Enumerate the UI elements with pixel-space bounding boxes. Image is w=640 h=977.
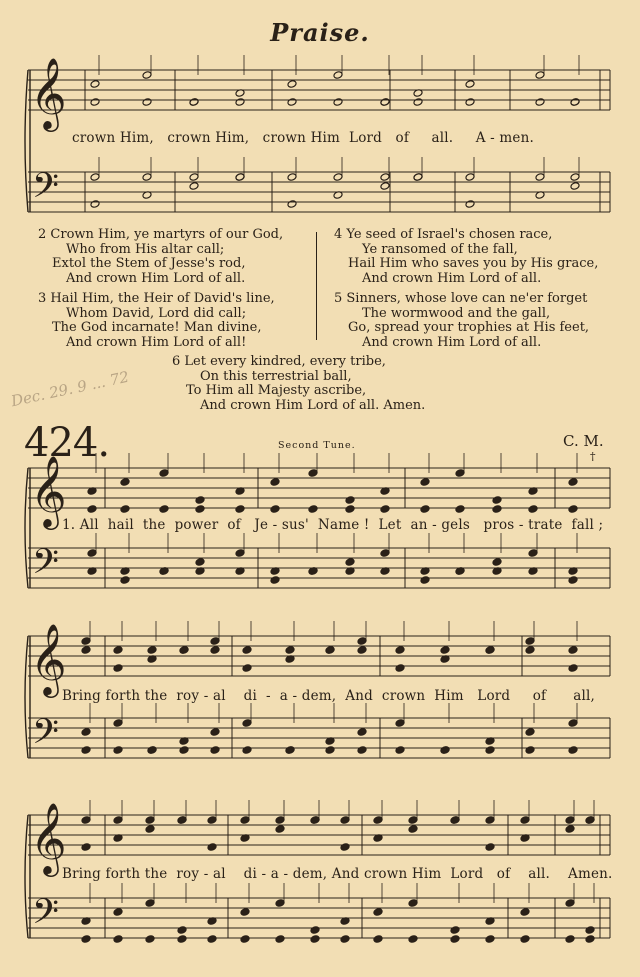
note-head	[113, 719, 123, 728]
note-head	[275, 825, 285, 834]
treble-clef-icon: 𝄞	[30, 622, 67, 695]
note-head	[142, 98, 152, 107]
note-head	[177, 816, 187, 825]
note-head	[333, 98, 343, 107]
note-head	[333, 71, 343, 80]
note-head	[308, 469, 318, 478]
note-head	[325, 746, 335, 755]
note-head	[465, 80, 475, 89]
note-head	[465, 173, 475, 182]
stanza-line: Ye ransomed of the fall,	[362, 241, 518, 257]
note-head	[408, 935, 418, 944]
stanza-line: Hail Him who saves you by His grace,	[348, 256, 599, 272]
note-head	[240, 935, 250, 944]
note-head	[525, 646, 535, 655]
note-head	[145, 899, 155, 908]
stanza-line: On this terrestrial ball,	[200, 368, 352, 384]
note-head	[535, 71, 545, 80]
treble-clef-icon: 𝄞	[30, 801, 67, 874]
note-head	[340, 816, 350, 825]
note-head	[87, 549, 97, 558]
stanza-2	[38, 228, 283, 286]
note-head	[520, 816, 530, 825]
stanza-line: And crown Him Lord of all.	[362, 270, 542, 286]
note-head	[333, 173, 343, 182]
note-head	[570, 173, 580, 182]
note-head	[455, 469, 465, 478]
note-head	[525, 728, 535, 737]
note-head	[113, 664, 123, 673]
note-head	[525, 637, 535, 646]
note-head	[189, 98, 199, 107]
dagger-mark: †	[590, 450, 596, 463]
note-head	[90, 173, 100, 182]
note-head	[520, 935, 530, 944]
hymn-424-lyric-2: Bring forth the roy - al di - a - dem, And crown Him Lord of all,	[62, 688, 595, 704]
stanza-line: And crown Him Lord of all!	[66, 334, 247, 350]
bass-clef-icon: 𝄢	[32, 541, 60, 590]
page-title: Praise.	[270, 18, 370, 47]
note-head	[357, 728, 367, 737]
note-head	[242, 646, 252, 655]
stanza-line: Extol the Stem of Jesse's rod,	[52, 256, 246, 272]
note-head	[585, 926, 595, 935]
note-head	[310, 935, 320, 944]
note-head	[380, 549, 390, 558]
stanza-line: Go, spread your trophies at His feet,	[348, 320, 590, 336]
note-head	[235, 173, 245, 182]
note-head	[570, 98, 580, 107]
note-head	[450, 935, 460, 944]
note-head	[147, 746, 157, 755]
note-head	[465, 98, 475, 107]
note-head	[179, 646, 189, 655]
note-head	[420, 576, 430, 585]
note-head	[340, 935, 350, 944]
note-head	[113, 646, 123, 655]
stanza-line: And crown Him Lord of all. Amen.	[200, 397, 426, 413]
note-head	[485, 746, 495, 755]
note-head	[308, 505, 318, 514]
note-head	[159, 505, 169, 514]
note-head	[240, 816, 250, 825]
note-head	[492, 496, 502, 505]
note-head	[195, 505, 205, 514]
note-head	[210, 746, 220, 755]
note-head	[113, 746, 123, 755]
note-head	[310, 926, 320, 935]
stanza-6	[172, 355, 425, 413]
note-head	[535, 98, 545, 107]
note-head	[525, 746, 535, 755]
note-head	[275, 816, 285, 825]
note-head	[207, 935, 217, 944]
note-head	[395, 746, 405, 755]
note-head	[310, 816, 320, 825]
note-head	[413, 98, 423, 107]
note-head	[207, 843, 217, 852]
note-head	[242, 746, 252, 755]
note-head	[179, 746, 189, 755]
note-head	[568, 664, 578, 673]
note-head	[535, 173, 545, 182]
note-head	[81, 746, 91, 755]
note-head	[145, 935, 155, 944]
stanza-line: 2 Crown Him, ye martyrs of our God,	[38, 227, 284, 242]
note-head	[240, 908, 250, 917]
column-divider	[316, 232, 317, 340]
pencil-annotation: Dec. 29. 9 ... 72	[9, 367, 131, 411]
stanza-line: The wormwood and the gall,	[362, 305, 551, 321]
note-head	[485, 935, 495, 944]
note-head	[210, 646, 220, 655]
stanza-line: 5 Sinners, whose love can ne'er forget	[334, 291, 588, 306]
note-head	[235, 505, 245, 514]
note-head	[565, 935, 575, 944]
note-head	[81, 728, 91, 737]
note-head	[235, 98, 245, 107]
note-head	[81, 637, 91, 646]
note-head	[325, 646, 335, 655]
note-head	[408, 825, 418, 834]
note-head	[120, 478, 130, 487]
hymn-424-lyric-1: 1. All hail the power of Je - sus' Name ! Let an - gels pros - trate fall ;	[62, 517, 604, 533]
note-head	[189, 173, 199, 182]
note-head	[142, 71, 152, 80]
bass-clef-icon: 𝄢	[32, 891, 60, 940]
note-head	[408, 816, 418, 825]
note-head	[413, 173, 423, 182]
meter-label: C. M.	[563, 432, 604, 450]
note-head	[345, 496, 355, 505]
note-head	[242, 664, 252, 673]
note-head	[113, 908, 123, 917]
note-head	[565, 825, 575, 834]
note-head	[485, 843, 495, 852]
stanza-line: The God incarnate! Man divine,	[52, 320, 262, 336]
note-head	[528, 549, 538, 558]
system-brace	[25, 468, 28, 588]
note-head	[210, 728, 220, 737]
note-head	[285, 646, 295, 655]
note-head	[492, 505, 502, 514]
note-head	[357, 637, 367, 646]
note-head	[380, 505, 390, 514]
note-head	[270, 576, 280, 585]
stanza-5	[334, 292, 589, 350]
note-head	[585, 935, 595, 944]
note-head	[408, 899, 418, 908]
note-head	[177, 935, 187, 944]
note-head	[357, 746, 367, 755]
stanza-4	[334, 228, 598, 286]
note-head	[340, 843, 350, 852]
stanza-line: 6 Let every kindred, every tribe,	[172, 354, 386, 369]
note-head	[395, 646, 405, 655]
stanza-line: Who from His altar call;	[66, 241, 225, 257]
note-head	[87, 505, 97, 514]
note-head	[270, 478, 280, 487]
note-head	[570, 182, 580, 191]
note-head	[380, 173, 390, 182]
tune-label: Second Tune.	[278, 440, 356, 451]
note-head	[565, 899, 575, 908]
note-head	[345, 505, 355, 514]
note-head	[450, 816, 460, 825]
note-head	[568, 505, 578, 514]
note-head	[235, 549, 245, 558]
note-head	[275, 935, 285, 944]
note-head	[81, 816, 91, 825]
note-head	[373, 816, 383, 825]
note-head	[357, 646, 367, 655]
note-head	[81, 843, 91, 852]
note-head	[285, 746, 295, 755]
note-head	[147, 646, 157, 655]
note-head	[242, 719, 252, 728]
note-head	[565, 816, 575, 825]
note-head	[177, 926, 187, 935]
note-head	[380, 98, 390, 107]
note-head	[528, 505, 538, 514]
stanza-line: Whom David, Lord did call;	[66, 305, 247, 321]
note-head	[145, 816, 155, 825]
stanza-line: And crown Him Lord of all.	[362, 334, 542, 350]
note-head	[485, 816, 495, 825]
note-head	[420, 478, 430, 487]
note-head	[373, 908, 383, 917]
note-head	[287, 173, 297, 182]
stanza-line: 3 Hail Him, the Heir of David's line,	[38, 291, 275, 306]
note-head	[159, 469, 169, 478]
note-head	[568, 576, 578, 585]
stanza-line: And crown Him Lord of all.	[66, 270, 246, 286]
hymn-424-lyric-3: Bring forth the roy - al di - a - dem, And crown Him Lord of all. Amen.	[62, 866, 613, 882]
note-head	[465, 200, 475, 209]
note-head	[450, 926, 460, 935]
treble-clef-icon: 𝄞	[30, 454, 67, 527]
note-head	[395, 719, 405, 728]
note-head	[395, 664, 405, 673]
note-head	[420, 505, 430, 514]
note-head	[287, 80, 297, 89]
bass-clef-icon: 𝄢	[32, 165, 60, 214]
note-head	[120, 576, 130, 585]
note-head	[90, 200, 100, 209]
note-head	[210, 637, 220, 646]
note-head	[440, 746, 450, 755]
note-head	[145, 825, 155, 834]
stanza-line: 4 Ye seed of Israel's chosen race,	[334, 227, 553, 242]
note-head	[207, 816, 217, 825]
note-head	[270, 505, 280, 514]
note-head	[81, 646, 91, 655]
note-head	[142, 173, 152, 182]
note-head	[568, 646, 578, 655]
note-head	[275, 899, 285, 908]
note-head	[568, 719, 578, 728]
system-brace	[25, 636, 28, 758]
note-head	[520, 908, 530, 917]
bass-clef-icon: 𝄢	[32, 711, 60, 760]
system-brace	[25, 70, 28, 212]
note-head	[455, 505, 465, 514]
note-head	[440, 646, 450, 655]
top-hymn-lyric: crown Him, crown Him, crown Him Lord of all. A - men.	[72, 130, 534, 146]
note-head	[113, 935, 123, 944]
stanza-line: To Him all Majesty ascribe,	[186, 383, 367, 399]
note-head	[568, 746, 578, 755]
note-head	[287, 98, 297, 107]
note-head	[287, 200, 297, 209]
note-head	[345, 558, 355, 567]
note-head	[90, 98, 100, 107]
note-head	[113, 816, 123, 825]
note-head	[492, 558, 502, 567]
note-head	[568, 478, 578, 487]
note-head	[380, 182, 390, 191]
note-head	[120, 505, 130, 514]
note-head	[373, 935, 383, 944]
treble-clef-icon: 𝄞	[30, 56, 67, 129]
system-brace	[25, 815, 28, 938]
note-head	[90, 80, 100, 89]
note-head	[81, 935, 91, 944]
note-head	[195, 496, 205, 505]
stanza-3	[38, 292, 275, 350]
note-head	[189, 182, 199, 191]
note-head	[195, 558, 205, 567]
hymn-number: 424.	[24, 420, 110, 466]
note-head	[485, 646, 495, 655]
note-head	[585, 816, 595, 825]
